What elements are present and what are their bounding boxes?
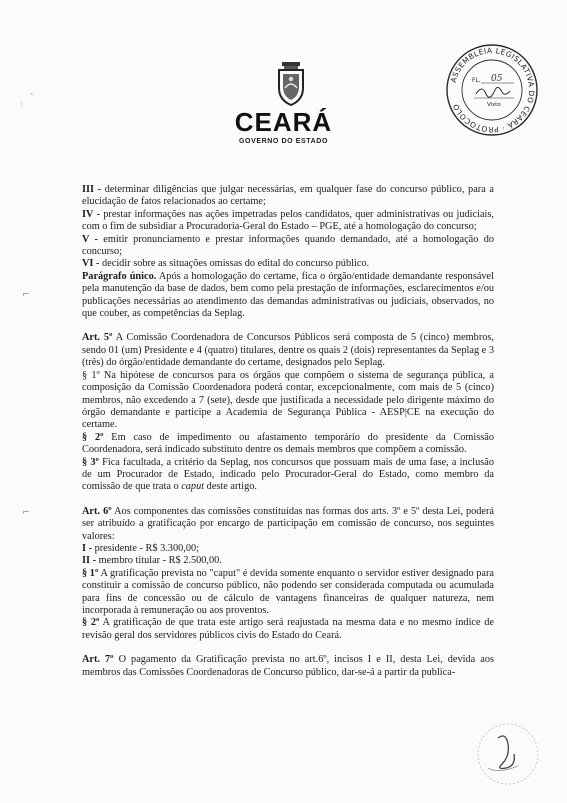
- stamp-fl-number: 05: [491, 74, 503, 84]
- margin-speck: ˎ: [30, 86, 35, 96]
- margin-speck: ⌐: [22, 508, 30, 518]
- document-body: [82, 184, 494, 679]
- article-6-item-ii: II - membro titular - R$ 2.500,00.: [82, 555, 222, 567]
- article-6-par-1: § 1º A gratificação prevista no "caput" é devida somente enquanto o servidor estiver designado para constituir a comissão de concurso público, não podendo ser considerada computada ou acumulada para fins de concessão ou de cálculo de vantagens financeiras de qualquer natureza, nem incorporada à remuneração ou aos proventos.: [82, 567, 494, 616]
- article-5-par-3: § 3º Fica facultada, a critério da Seplag, nos concursos que possuam mais de uma fase, a inclusão de um Procurador de Estado, indicado pelo Procurador-Geral do Estado, como membro da comissão de que trata o caput deste artigo.: [82, 456, 495, 493]
- paragrafo-unico: Parágrafo único. Após a homologação do certame, fica o órgão/entidade demandante responsável pela manutenção da base de dados, bem como pela prestação de informações, esclarecimentos e/ou publicações necessárias ao atendimento das demandas administrativas ou judiciais, observados, no que couber, as competências da Seplag.: [82, 270, 494, 320]
- article-6: Art. 6º Aos componentes das comissões constituídas nas formas dos arts. 3º e 5º desta Lei, poderá ser atribuído a gratificação por encargo de participação em comissão de concurso, nos seguintes valores:: [82, 505, 494, 542]
- state-name: CEARÁ: [234, 107, 333, 137]
- article-6-par-2: § 2º A gratificação de que trata este artigo será reajustada na mesma data e no mesmo índice de revisão geral dos servidores públicos civis do Estado do Ceará.: [82, 617, 494, 641]
- government-subtitle: GOVERNO DO ESTADO: [238, 138, 329, 145]
- item-vi: VI - decidir sobre as situações omissas do edital do concurso público.: [82, 258, 370, 270]
- signature-seal-icon: [458, 718, 552, 788]
- article-5-par-1: § 1º Na hipótese de concursos para os órgãos que compõem o sistema de segurança pública, a composição da Comissão Coordenadora poderá contar, excepcionalmente, com mais de 5 (cinco) membros, não excedendo a 7 (sete), desde que justificada a necessidade pelo dirigente máximo do órgão demandante e participe a Academia de Segurança Pública - AESP|CE na execução do certame.: [82, 369, 494, 431]
- state-coat-of-arms-icon: [276, 62, 306, 106]
- item-iii: III - determinar diligências que julgar necessárias, em qualquer fase do concurso público, para a elucidação de fatos relacionados ao certame;: [82, 184, 494, 208]
- protocol-stamp: [444, 42, 540, 138]
- item-iv: IV - prestar informações nas ações impetradas pelos candidatos, quer administrativas ou judiciais, com o fim de subsidiar a Procuradoria-Geral do Estado – PGE, até a homologação do concurso;: [82, 208, 494, 233]
- margin-speck: ⌐: [22, 290, 30, 300]
- item-v: V - emitir pronunciamento e prestar informações quando demandado, até a homologação do concurso;: [82, 233, 494, 258]
- stamp-fl-label: FL.: [472, 77, 481, 84]
- article-6-item-i: I - presidente - R$ 3.300,00;: [82, 542, 199, 554]
- margin-speck: ·: [20, 100, 23, 110]
- article-7: Art. 7º O pagamento da Gratificação prevista no art.6º, incisos I e II, desta Lei, devida aos membros das Comissões Coordenadoras de Concurso público, dar-se-á a partir da publica-: [82, 654, 494, 678]
- stamp-ring-text: ASSEMBLEIA LEGISLATIVA DO CEARÁ · PROTOCOLO: [448, 45, 537, 135]
- article-5: Art. 5º A Comissão Coordenadora de Concursos Públicos será composta de 5 (cinco) membros, sendo 01 (um) Presidente e 4 (quatro) titulares, dentre os quais 2 (dois) representantes da Seplag e 3 (três) do órgão/entidade demandante do certame, designados pelo Seplag.: [82, 332, 494, 369]
- article-5-par-2: § 2º Em caso de impedimento ou afastamento temporário do presidente da Comissão Coordenadora, será indicado substituto dentre os demais membros que compõem a comissão.: [82, 431, 494, 456]
- stamp-visto-label: Visto: [487, 102, 501, 108]
